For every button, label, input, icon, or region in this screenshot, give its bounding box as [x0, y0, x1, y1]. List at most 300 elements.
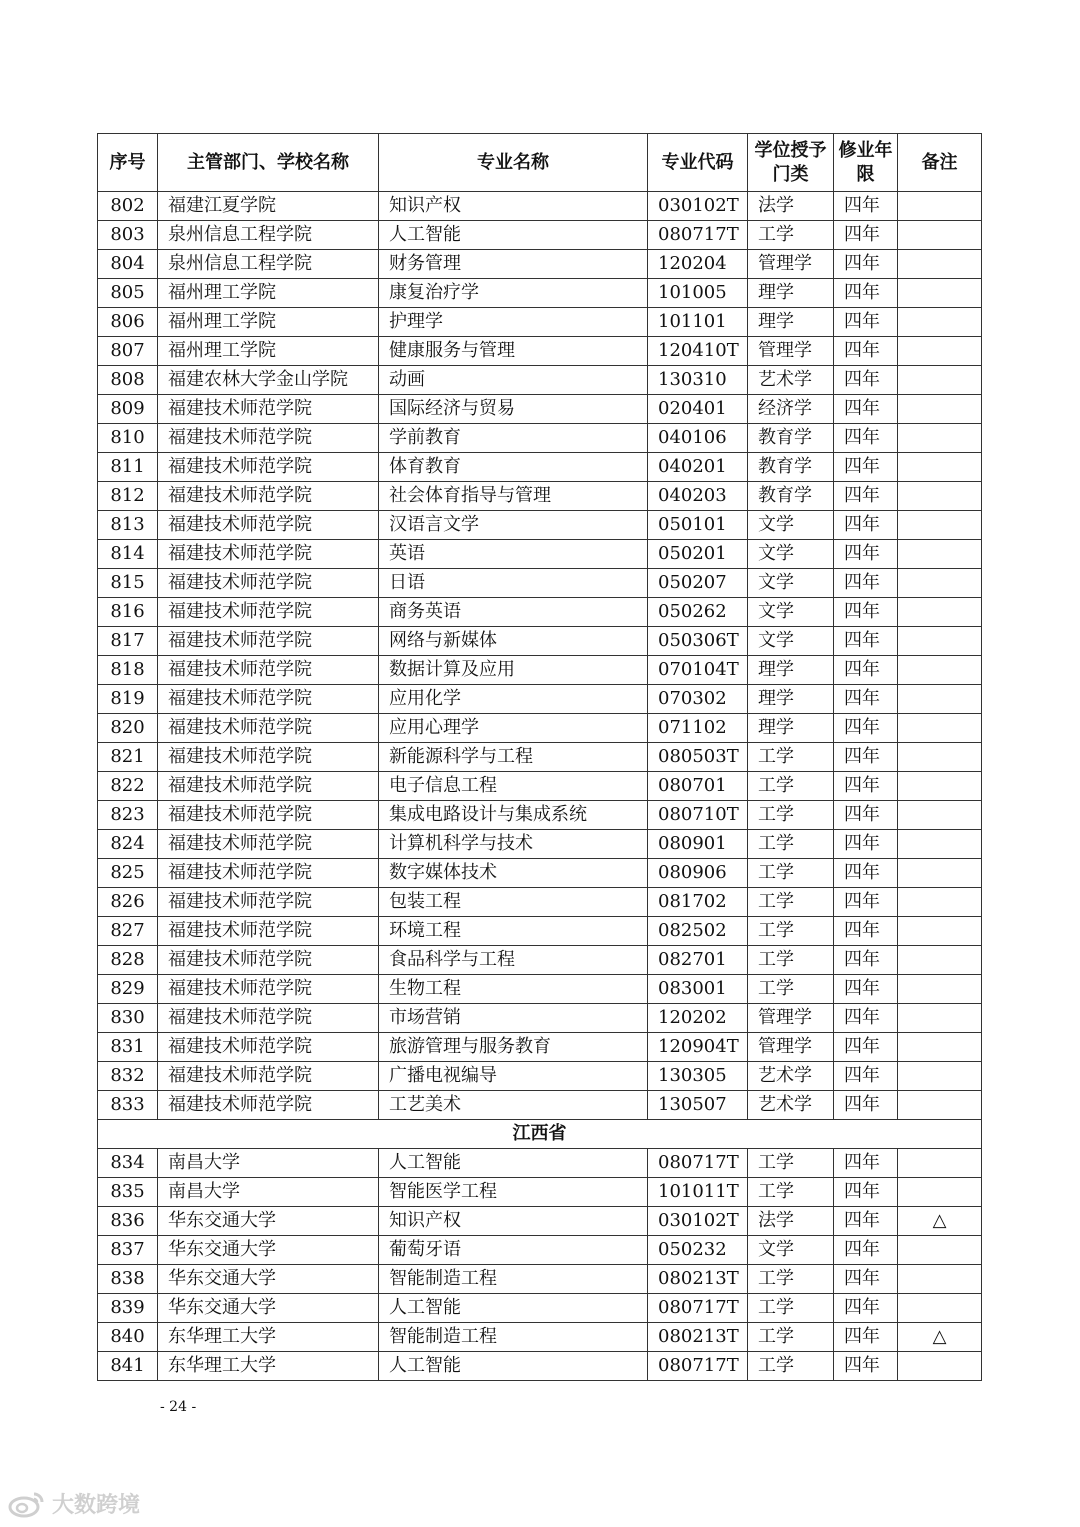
- cell-code: 050207: [648, 569, 748, 598]
- cell-no: 835: [98, 1178, 158, 1207]
- table-row: [98, 395, 982, 424]
- cell-no: 824: [98, 830, 158, 859]
- cell-years: 四年: [834, 1178, 898, 1207]
- cell-major: 人工智能: [379, 1149, 648, 1178]
- cell-major: 智能制造工程: [379, 1323, 648, 1352]
- cell-school: 华东交通大学: [158, 1207, 379, 1236]
- cell-major: 数据计算及应用: [379, 656, 648, 685]
- cell-years: 四年: [834, 1323, 898, 1352]
- cell-code: 020401: [648, 395, 748, 424]
- cell-code: 080717T: [648, 221, 748, 250]
- cell-code: 070104T: [648, 656, 748, 685]
- cell-code: 080717T: [648, 1294, 748, 1323]
- cell-code: 120202: [648, 1004, 748, 1033]
- cell-note: [898, 482, 982, 511]
- cell-code: 070302: [648, 685, 748, 714]
- cell-school: 南昌大学: [158, 1149, 379, 1178]
- cell-degree: 工学: [748, 859, 834, 888]
- cell-no: 829: [98, 975, 158, 1004]
- cell-years: 四年: [834, 598, 898, 627]
- cell-major: 人工智能: [379, 221, 648, 250]
- cell-code: 050232: [648, 1236, 748, 1265]
- table-row: [98, 743, 982, 772]
- cell-years: 四年: [834, 627, 898, 656]
- cell-major: 英语: [379, 540, 648, 569]
- cell-school: 福建技术师范学院: [158, 511, 379, 540]
- table-row: [98, 830, 982, 859]
- cell-years: 四年: [834, 250, 898, 279]
- cell-years: 四年: [834, 917, 898, 946]
- cell-no: 832: [98, 1062, 158, 1091]
- table-row: [98, 598, 982, 627]
- cell-degree: 文学: [748, 627, 834, 656]
- cell-school: 东华理工大学: [158, 1352, 379, 1381]
- cell-no: 840: [98, 1323, 158, 1352]
- table-row: [98, 772, 982, 801]
- cell-code: 120904T: [648, 1033, 748, 1062]
- cell-major: 财务管理: [379, 250, 648, 279]
- header-degree: 学位授予门类: [748, 134, 834, 192]
- cell-school: 福建技术师范学院: [158, 1033, 379, 1062]
- cell-code: 101011T: [648, 1178, 748, 1207]
- cell-note: [898, 888, 982, 917]
- cell-years: 四年: [834, 1033, 898, 1062]
- cell-degree: 教育学: [748, 482, 834, 511]
- cell-major: 旅游管理与服务教育: [379, 1033, 648, 1062]
- cell-code: 030102T: [648, 1207, 748, 1236]
- cell-no: 837: [98, 1236, 158, 1265]
- cell-major: 学前教育: [379, 424, 648, 453]
- cell-school: 福建技术师范学院: [158, 569, 379, 598]
- cell-degree: 工学: [748, 917, 834, 946]
- cell-school: 福建技术师范学院: [158, 627, 379, 656]
- cell-note: [898, 511, 982, 540]
- cell-code: 080717T: [648, 1352, 748, 1381]
- cell-years: 四年: [834, 221, 898, 250]
- cell-years: 四年: [834, 337, 898, 366]
- cell-years: 四年: [834, 482, 898, 511]
- cell-years: 四年: [834, 714, 898, 743]
- cell-note: [898, 1352, 982, 1381]
- cell-degree: 管理学: [748, 1004, 834, 1033]
- cell-school: 福建技术师范学院: [158, 1091, 379, 1120]
- cell-degree: 理学: [748, 308, 834, 337]
- cell-major: 数字媒体技术: [379, 859, 648, 888]
- cell-major: 新能源科学与工程: [379, 743, 648, 772]
- cell-no: 833: [98, 1091, 158, 1120]
- cell-note: [898, 743, 982, 772]
- cell-degree: 教育学: [748, 453, 834, 482]
- cell-no: 836: [98, 1207, 158, 1236]
- cell-major: 智能医学工程: [379, 1178, 648, 1207]
- cell-major: 体育教育: [379, 453, 648, 482]
- cell-years: 四年: [834, 656, 898, 685]
- cell-degree: 法学: [748, 192, 834, 221]
- cell-degree: 理学: [748, 714, 834, 743]
- cell-no: 826: [98, 888, 158, 917]
- cell-note: [898, 1178, 982, 1207]
- province-row: [98, 1120, 982, 1149]
- cell-degree: 工学: [748, 975, 834, 1004]
- cell-major: 集成电路设计与集成系统: [379, 801, 648, 830]
- header-note: 备注: [898, 134, 982, 192]
- cell-note: [898, 540, 982, 569]
- cell-years: 四年: [834, 1207, 898, 1236]
- cell-school: 福建技术师范学院: [158, 540, 379, 569]
- cell-degree: 教育学: [748, 424, 834, 453]
- cell-no: 811: [98, 453, 158, 482]
- cell-school: 福建技术师范学院: [158, 946, 379, 975]
- cell-major: 康复治疗学: [379, 279, 648, 308]
- cell-degree: 工学: [748, 221, 834, 250]
- cell-years: 四年: [834, 1004, 898, 1033]
- cell-major: 智能制造工程: [379, 1265, 648, 1294]
- cell-major: 社会体育指导与管理: [379, 482, 648, 511]
- cell-note: [898, 569, 982, 598]
- cell-major: 国际经济与贸易: [379, 395, 648, 424]
- cell-degree: 经济学: [748, 395, 834, 424]
- cell-years: 四年: [834, 1236, 898, 1265]
- table-row: [98, 337, 982, 366]
- cell-school: 华东交通大学: [158, 1294, 379, 1323]
- cell-school: 福建技术师范学院: [158, 743, 379, 772]
- cell-school: 南昌大学: [158, 1178, 379, 1207]
- cell-note: [898, 1062, 982, 1091]
- table-row: [98, 1323, 982, 1352]
- cell-no: 839: [98, 1294, 158, 1323]
- cell-school: 华东交通大学: [158, 1236, 379, 1265]
- cell-degree: 工学: [748, 772, 834, 801]
- cell-school: 东华理工大学: [158, 1323, 379, 1352]
- cell-major: 知识产权: [379, 1207, 648, 1236]
- table-row: [98, 1265, 982, 1294]
- header-school: 主管部门、学校名称: [158, 134, 379, 192]
- cell-note: [898, 1004, 982, 1033]
- cell-no: 813: [98, 511, 158, 540]
- cell-degree: 工学: [748, 1323, 834, 1352]
- cell-school: 福州理工学院: [158, 279, 379, 308]
- cell-degree: 工学: [748, 946, 834, 975]
- table-row: [98, 308, 982, 337]
- cell-major: 广播电视编导: [379, 1062, 648, 1091]
- cell-note: [898, 250, 982, 279]
- cell-school: 福建技术师范学院: [158, 801, 379, 830]
- table-row: [98, 1033, 982, 1062]
- cell-school: 福建技术师范学院: [158, 1004, 379, 1033]
- table-row: [98, 685, 982, 714]
- cell-no: 805: [98, 279, 158, 308]
- cell-code: 050262: [648, 598, 748, 627]
- cell-code: 050101: [648, 511, 748, 540]
- table-row: [98, 482, 982, 511]
- cell-no: 808: [98, 366, 158, 395]
- cell-years: 四年: [834, 569, 898, 598]
- watermark: [8, 1488, 140, 1519]
- cell-major: 知识产权: [379, 192, 648, 221]
- cell-code: 080701: [648, 772, 748, 801]
- cell-years: 四年: [834, 888, 898, 917]
- cell-note: [898, 424, 982, 453]
- cell-no: 827: [98, 917, 158, 946]
- cell-code: 082701: [648, 946, 748, 975]
- cell-code: 120204: [648, 250, 748, 279]
- cell-major: 应用化学: [379, 685, 648, 714]
- cell-code: 080906: [648, 859, 748, 888]
- cell-no: 804: [98, 250, 158, 279]
- cell-school: 福建技术师范学院: [158, 598, 379, 627]
- cell-school: 福建技术师范学院: [158, 714, 379, 743]
- cell-years: 四年: [834, 830, 898, 859]
- cell-years: 四年: [834, 453, 898, 482]
- cell-degree: 工学: [748, 1178, 834, 1207]
- cell-note: [898, 801, 982, 830]
- cell-degree: 文学: [748, 1236, 834, 1265]
- cell-degree: 理学: [748, 656, 834, 685]
- cell-code: 050306T: [648, 627, 748, 656]
- cell-note: [898, 1033, 982, 1062]
- cell-years: 四年: [834, 395, 898, 424]
- cell-code: 040201: [648, 453, 748, 482]
- cell-code: 130305: [648, 1062, 748, 1091]
- cell-years: 四年: [834, 859, 898, 888]
- cell-years: 四年: [834, 192, 898, 221]
- cell-major: 人工智能: [379, 1294, 648, 1323]
- table-row: [98, 424, 982, 453]
- cell-major: 人工智能: [379, 1352, 648, 1381]
- cell-major: 商务英语: [379, 598, 648, 627]
- cell-note: [898, 366, 982, 395]
- cell-school: 福建技术师范学院: [158, 453, 379, 482]
- cell-note: [898, 917, 982, 946]
- cell-school: 福建农林大学金山学院: [158, 366, 379, 395]
- cell-note: [898, 453, 982, 482]
- cell-school: 福建江夏学院: [158, 192, 379, 221]
- table-row: [98, 221, 982, 250]
- cell-note: [898, 685, 982, 714]
- cell-code: 080710T: [648, 801, 748, 830]
- table-row: [98, 366, 982, 395]
- cell-major: 网络与新媒体: [379, 627, 648, 656]
- page-number: - 24 -: [160, 1399, 197, 1415]
- cell-note: [898, 859, 982, 888]
- cell-years: 四年: [834, 1265, 898, 1294]
- cell-note: △: [898, 1323, 982, 1352]
- cell-degree: 工学: [748, 1265, 834, 1294]
- cell-school: 福建技术师范学院: [158, 685, 379, 714]
- table-row: [98, 192, 982, 221]
- cell-no: 821: [98, 743, 158, 772]
- cell-years: 四年: [834, 424, 898, 453]
- cell-school: 福建技术师范学院: [158, 656, 379, 685]
- cell-code: 082502: [648, 917, 748, 946]
- cell-major: 市场营销: [379, 1004, 648, 1033]
- cell-no: 828: [98, 946, 158, 975]
- table-row: [98, 540, 982, 569]
- cell-note: [898, 1294, 982, 1323]
- cell-years: 四年: [834, 1091, 898, 1120]
- cell-no: 815: [98, 569, 158, 598]
- cell-no: 841: [98, 1352, 158, 1381]
- header-major: 专业名称: [379, 134, 648, 192]
- cell-school: 福建技术师范学院: [158, 830, 379, 859]
- cell-major: 计算机科学与技术: [379, 830, 648, 859]
- cell-no: 820: [98, 714, 158, 743]
- watermark-text: 大数跨境: [52, 1493, 141, 1518]
- cell-no: 834: [98, 1149, 158, 1178]
- cell-years: 四年: [834, 279, 898, 308]
- cell-code: 120410T: [648, 337, 748, 366]
- cell-school: 福建技术师范学院: [158, 424, 379, 453]
- cell-note: [898, 279, 982, 308]
- cell-note: [898, 221, 982, 250]
- cell-years: 四年: [834, 801, 898, 830]
- cell-note: [898, 975, 982, 1004]
- cell-school: 福建技术师范学院: [158, 975, 379, 1004]
- header-no: 序号: [98, 134, 158, 192]
- cell-note: [898, 946, 982, 975]
- cell-no: 817: [98, 627, 158, 656]
- cell-major: 食品科学与工程: [379, 946, 648, 975]
- cell-no: 807: [98, 337, 158, 366]
- table-row: [98, 1178, 982, 1207]
- table-row: [98, 1062, 982, 1091]
- cell-years: 四年: [834, 685, 898, 714]
- table-row: [98, 1207, 982, 1236]
- cell-degree: 工学: [748, 1149, 834, 1178]
- cell-no: 809: [98, 395, 158, 424]
- table-row: [98, 627, 982, 656]
- table-row: [98, 714, 982, 743]
- cell-degree: 艺术学: [748, 1091, 834, 1120]
- cell-no: 810: [98, 424, 158, 453]
- cell-years: 四年: [834, 308, 898, 337]
- cell-school: 福建技术师范学院: [158, 395, 379, 424]
- cell-years: 四年: [834, 540, 898, 569]
- cell-note: [898, 1236, 982, 1265]
- cell-note: [898, 714, 982, 743]
- cell-years: 四年: [834, 1294, 898, 1323]
- cell-degree: 管理学: [748, 250, 834, 279]
- cell-code: 050201: [648, 540, 748, 569]
- cell-degree: 工学: [748, 888, 834, 917]
- cell-code: 080503T: [648, 743, 748, 772]
- cell-degree: 艺术学: [748, 366, 834, 395]
- cell-code: 080717T: [648, 1149, 748, 1178]
- table-row: [98, 1352, 982, 1381]
- cell-note: [898, 1091, 982, 1120]
- cell-major: 工艺美术: [379, 1091, 648, 1120]
- cell-school: 福建技术师范学院: [158, 888, 379, 917]
- cell-years: 四年: [834, 743, 898, 772]
- cell-note: [898, 772, 982, 801]
- cell-major: 日语: [379, 569, 648, 598]
- cell-code: 101101: [648, 308, 748, 337]
- cell-note: [898, 830, 982, 859]
- cell-no: 814: [98, 540, 158, 569]
- table-header-row: [98, 134, 982, 192]
- cell-years: 四年: [834, 975, 898, 1004]
- cell-note: [898, 395, 982, 424]
- header-code: 专业代码: [648, 134, 748, 192]
- table-row: [98, 888, 982, 917]
- cell-degree: 管理学: [748, 337, 834, 366]
- cell-years: 四年: [834, 511, 898, 540]
- cell-degree: 艺术学: [748, 1062, 834, 1091]
- cell-school: 福州理工学院: [158, 308, 379, 337]
- cell-code: 030102T: [648, 192, 748, 221]
- cell-code: 040106: [648, 424, 748, 453]
- cell-school: 福建技术师范学院: [158, 859, 379, 888]
- cell-code: 080901: [648, 830, 748, 859]
- cell-no: 819: [98, 685, 158, 714]
- cell-note: [898, 308, 982, 337]
- cell-major: 动画: [379, 366, 648, 395]
- cell-no: 822: [98, 772, 158, 801]
- cell-degree: 文学: [748, 511, 834, 540]
- cell-note: [898, 337, 982, 366]
- cell-note: [898, 598, 982, 627]
- cell-major: 生物工程: [379, 975, 648, 1004]
- cell-code: 101005: [648, 279, 748, 308]
- table-row: [98, 511, 982, 540]
- table-row: [98, 917, 982, 946]
- cell-degree: 管理学: [748, 1033, 834, 1062]
- cell-school: 华东交通大学: [158, 1265, 379, 1294]
- cell-school: 福建技术师范学院: [158, 772, 379, 801]
- cell-school: 泉州信息工程学院: [158, 250, 379, 279]
- cell-code: 080213T: [648, 1265, 748, 1294]
- cell-code: 130310: [648, 366, 748, 395]
- table-row: [98, 453, 982, 482]
- cell-note: [898, 627, 982, 656]
- cell-years: 四年: [834, 366, 898, 395]
- cell-years: 四年: [834, 1352, 898, 1381]
- table-row: [98, 975, 982, 1004]
- cell-no: 803: [98, 221, 158, 250]
- table-row: [98, 946, 982, 975]
- cell-degree: 文学: [748, 569, 834, 598]
- table-row: [98, 1294, 982, 1323]
- cell-no: 830: [98, 1004, 158, 1033]
- cell-major: 健康服务与管理: [379, 337, 648, 366]
- cell-school: 福建技术师范学院: [158, 482, 379, 511]
- cell-no: 816: [98, 598, 158, 627]
- cell-code: 071102: [648, 714, 748, 743]
- cell-major: 应用心理学: [379, 714, 648, 743]
- cell-degree: 工学: [748, 1294, 834, 1323]
- cell-degree: 工学: [748, 743, 834, 772]
- cell-note: [898, 1265, 982, 1294]
- cell-no: 802: [98, 192, 158, 221]
- cell-code: 080213T: [648, 1323, 748, 1352]
- cell-degree: 理学: [748, 279, 834, 308]
- cell-years: 四年: [834, 1149, 898, 1178]
- cell-degree: 工学: [748, 1352, 834, 1381]
- weibo-logo-icon: [8, 1490, 46, 1518]
- cell-note: [898, 192, 982, 221]
- cell-school: 福州理工学院: [158, 337, 379, 366]
- header-years: 修业年限: [834, 134, 898, 192]
- majors-table: [97, 133, 982, 1381]
- cell-major: 环境工程: [379, 917, 648, 946]
- cell-no: 823: [98, 801, 158, 830]
- table-row: [98, 1091, 982, 1120]
- table-row: [98, 250, 982, 279]
- cell-note: △: [898, 1207, 982, 1236]
- cell-years: 四年: [834, 1062, 898, 1091]
- cell-no: 831: [98, 1033, 158, 1062]
- table-row: [98, 1236, 982, 1265]
